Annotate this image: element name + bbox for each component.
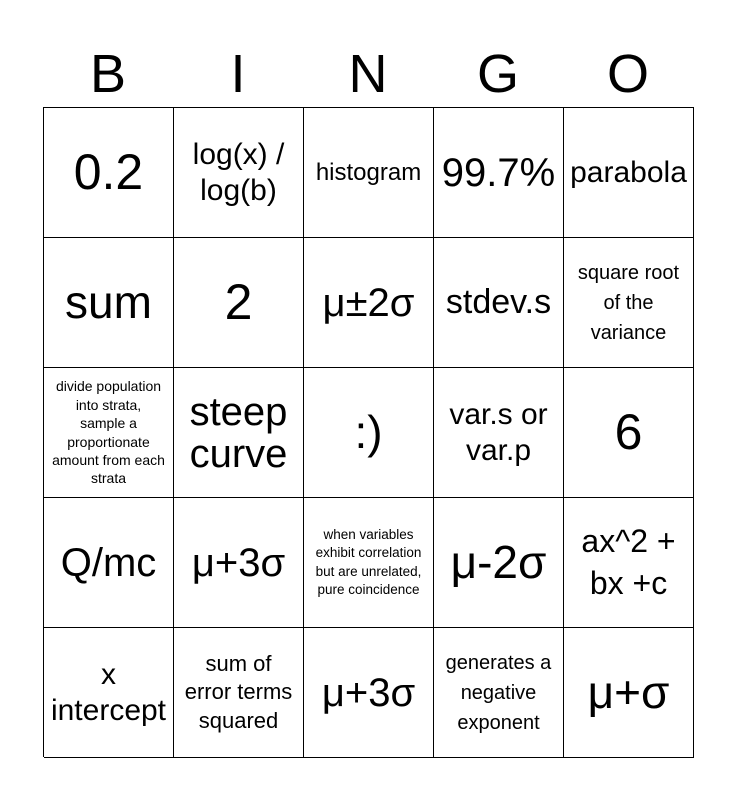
header-letter-g: G	[476, 44, 519, 104]
bingo-cell-r1-c4[interactable]	[434, 108, 564, 238]
header-letter-n: N	[348, 44, 388, 104]
cell-text: x intercept	[50, 657, 167, 727]
bingo-cell-r1-c3[interactable]	[304, 108, 434, 238]
bingo-cell-r5-c1[interactable]	[44, 628, 174, 758]
bingo-cell-r4-c1[interactable]	[44, 498, 174, 628]
cell-text: stdev.s	[445, 283, 552, 322]
bingo-cell-r5-c2[interactable]	[174, 628, 304, 758]
cell-text: log(x) / log(b)	[192, 137, 285, 207]
bingo-cell-r2-c2[interactable]	[174, 238, 304, 368]
cell-text: 99.7%	[441, 150, 556, 195]
cell-text: Q/mc	[60, 540, 157, 585]
bingo-cell-r4-c2[interactable]	[174, 498, 304, 628]
bingo-cell-r3-c1[interactable]	[44, 368, 174, 498]
header-letter-b: B	[89, 44, 127, 104]
bingo-cell-r3-c4[interactable]	[434, 368, 564, 498]
bingo-cell-r1-c5[interactable]	[564, 108, 694, 238]
header-letter-o: O	[606, 44, 649, 104]
bingo-cell-r2-c3[interactable]	[304, 238, 434, 368]
cell-text: sum	[65, 276, 152, 329]
cell-text: divide population into strata, sample a proportionate amount from each strata	[52, 378, 165, 487]
bingo-cell-r2-c1[interactable]	[44, 238, 174, 368]
bingo-cell-r5-c4[interactable]	[434, 628, 564, 758]
bingo-cell-r2-c5[interactable]	[564, 238, 694, 368]
cell-text: μ+3σ	[191, 540, 286, 585]
bingo-cell-r1-c2[interactable]	[174, 108, 304, 238]
bingo-board	[43, 107, 694, 757]
cell-text: square root of the variance	[577, 261, 680, 344]
bingo-header	[43, 40, 693, 108]
cell-text: 0.2	[73, 144, 144, 201]
cell-text: generates a negative exponent	[445, 651, 552, 734]
bingo-cell-r3-c3[interactable]	[304, 368, 434, 498]
cell-text: μ±2σ	[322, 280, 415, 325]
bingo-cell-r3-c2[interactable]	[174, 368, 304, 498]
cell-text: when variables exhibit correlation but are unrelated, pure coincidence	[315, 527, 422, 597]
bingo-cell-r1-c1[interactable]	[44, 108, 174, 238]
cell-text: var.s or var.p	[449, 397, 548, 467]
cell-text: :)	[354, 406, 383, 459]
cell-text: μ+3σ	[321, 670, 416, 715]
cell-text: μ-2σ	[450, 536, 547, 589]
bingo-cell-r5-c5[interactable]	[564, 628, 694, 758]
cell-text: steep curve	[189, 389, 288, 476]
cell-text: ax^2 + bx +c	[581, 522, 676, 601]
cell-text: 6	[614, 404, 643, 461]
bingo-cell-r4-c3[interactable]	[304, 498, 434, 628]
bingo-cell-r4-c5[interactable]	[564, 498, 694, 628]
cell-text: 2	[224, 274, 253, 331]
bingo-cell-r5-c3[interactable]	[304, 628, 434, 758]
bingo-cell-r4-c4[interactable]	[434, 498, 564, 628]
cell-text: parabola	[570, 155, 687, 189]
bingo-cell-r2-c4[interactable]	[434, 238, 564, 368]
cell-text: sum of error terms squared	[184, 650, 293, 733]
header-letter-i: I	[230, 44, 246, 104]
cell-text: histogram	[315, 158, 422, 186]
bingo-cell-r3-c5[interactable]	[564, 368, 694, 498]
cell-text: μ+σ	[587, 666, 670, 719]
